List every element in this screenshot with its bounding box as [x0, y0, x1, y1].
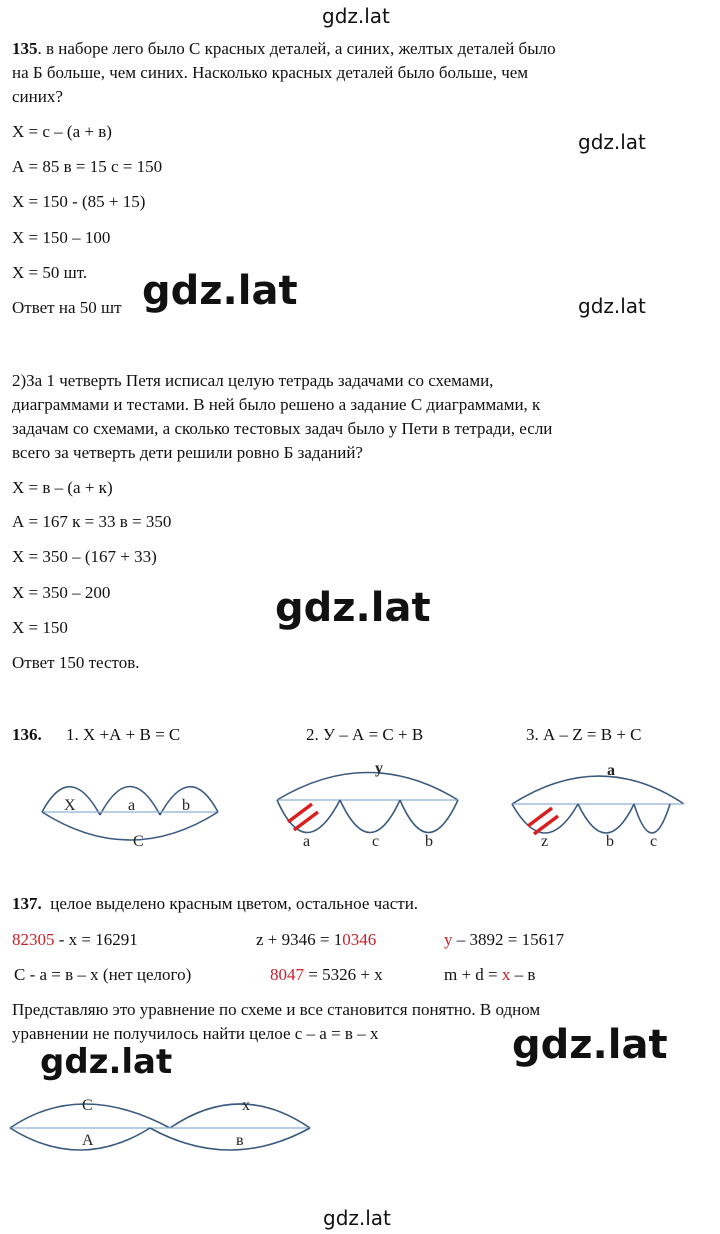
- label-a: а: [128, 797, 136, 814]
- task-number: 137.: [12, 894, 42, 913]
- solution-step: Х = 150 - (85 + 15): [12, 192, 146, 211]
- label-b: b: [606, 833, 614, 850]
- equation: С - а = в – х (нет целого): [14, 965, 192, 984]
- equation: 82305 - х = 16291: [12, 930, 138, 949]
- explanation-line: Представляю это уравнение по схеме и все становится понятно. В одном: [12, 1000, 541, 1019]
- label-z: z: [541, 833, 549, 850]
- watermark: gdz.lat: [578, 294, 646, 318]
- arc-b: [150, 1128, 310, 1150]
- watermark: gdz.lat: [512, 1022, 668, 1068]
- task-135-line-2: на Б больше, чем синих. Насколько красных деталей было больше, чем: [12, 63, 529, 82]
- watermark: gdz.lat: [275, 585, 431, 631]
- label-c: С: [133, 833, 144, 850]
- watermark: gdz.lat: [578, 130, 646, 154]
- task-137-intro: 137. целое выделено красным цветом, остальное части.: [12, 894, 419, 913]
- scheme-3: [512, 776, 684, 833]
- watermark: gdz.lat: [323, 1206, 391, 1230]
- arc-z: [512, 804, 578, 833]
- label-c: c: [650, 833, 658, 850]
- task-number: 135: [12, 39, 38, 58]
- label-b: b: [425, 833, 433, 850]
- arc-top: [512, 776, 684, 804]
- task-2-line: задачам со схемами, а сколько тестовых задач было у Пети в тетради, если: [12, 419, 553, 438]
- solution-step: Х = 150: [12, 618, 68, 637]
- task-number: 136.: [12, 725, 42, 744]
- equation: z + 9346 = 10346: [256, 930, 377, 949]
- solution-step: А = 85 в = 15 с = 150: [12, 157, 163, 176]
- task-2-line: всего за четверть дети решили ровно Б заданий?: [12, 443, 363, 462]
- watermark: gdz.lat: [40, 1042, 173, 1082]
- red-hatch: [528, 808, 558, 834]
- equation-3: 3. А – Z = B + C: [526, 725, 642, 744]
- watermark: gdz.lat: [142, 268, 298, 314]
- solution-step: Х = 350 – 200: [12, 583, 111, 602]
- arc-x: [170, 1104, 310, 1128]
- label-x: х: [242, 1097, 250, 1114]
- equation: m + d = x – в: [444, 965, 536, 984]
- label-top: у: [375, 760, 383, 777]
- solution-step: А = 167 к = 33 в = 350: [12, 512, 172, 531]
- equation: 8047 = 5326 + х: [270, 965, 383, 984]
- label-a: a: [303, 833, 311, 850]
- arc-top: [277, 773, 458, 801]
- explanation-line: уравнении не получилось найти целое с – а = в – х: [12, 1024, 379, 1043]
- arc-a: [10, 1128, 150, 1150]
- answer: Ответ на 50 шт: [12, 298, 122, 317]
- label-x: Х: [64, 797, 76, 814]
- arc-c: [634, 804, 670, 833]
- task-135-line-1: 135. в наборе лего было С красных деталей, а синих, желтых деталей было: [12, 39, 556, 58]
- equation-2: 2. У – А = С + В: [306, 725, 424, 744]
- task-135-line-3: синих?: [12, 87, 63, 106]
- arc-b: [578, 804, 634, 833]
- label-c: С: [82, 1097, 93, 1114]
- equation: у – 3892 = 15617: [444, 930, 565, 949]
- solution-step: Х = 150 – 100: [12, 228, 111, 247]
- answer: Ответ 150 тестов.: [12, 653, 140, 672]
- arc-b: [400, 800, 458, 833]
- watermark: gdz.lat: [322, 4, 390, 28]
- label-b: в: [236, 1132, 244, 1149]
- solution-step: Х = в – (а + к): [12, 478, 113, 497]
- solution-step: Х = с – (а + в): [12, 122, 112, 141]
- solution-step: Х = 50 шт.: [12, 263, 88, 282]
- arc-c: [42, 812, 218, 840]
- solution-step: Х = 350 – (167 + 33): [12, 547, 157, 566]
- equation-1: 1. Х +А + В = С: [66, 725, 181, 744]
- task-2-line: диаграммами и тестами. В ней было решено а задание С диаграммами, к: [12, 395, 541, 414]
- task-2-line: 2)За 1 четверть Петя исписал целую тетрадь задачами со схемами,: [12, 371, 494, 390]
- scheme-137: [10, 1104, 310, 1150]
- label-b: b: [182, 797, 190, 814]
- label-top: a: [607, 762, 615, 779]
- label-a: А: [82, 1132, 94, 1149]
- arc-c: [340, 800, 400, 833]
- label-c: c: [372, 833, 380, 850]
